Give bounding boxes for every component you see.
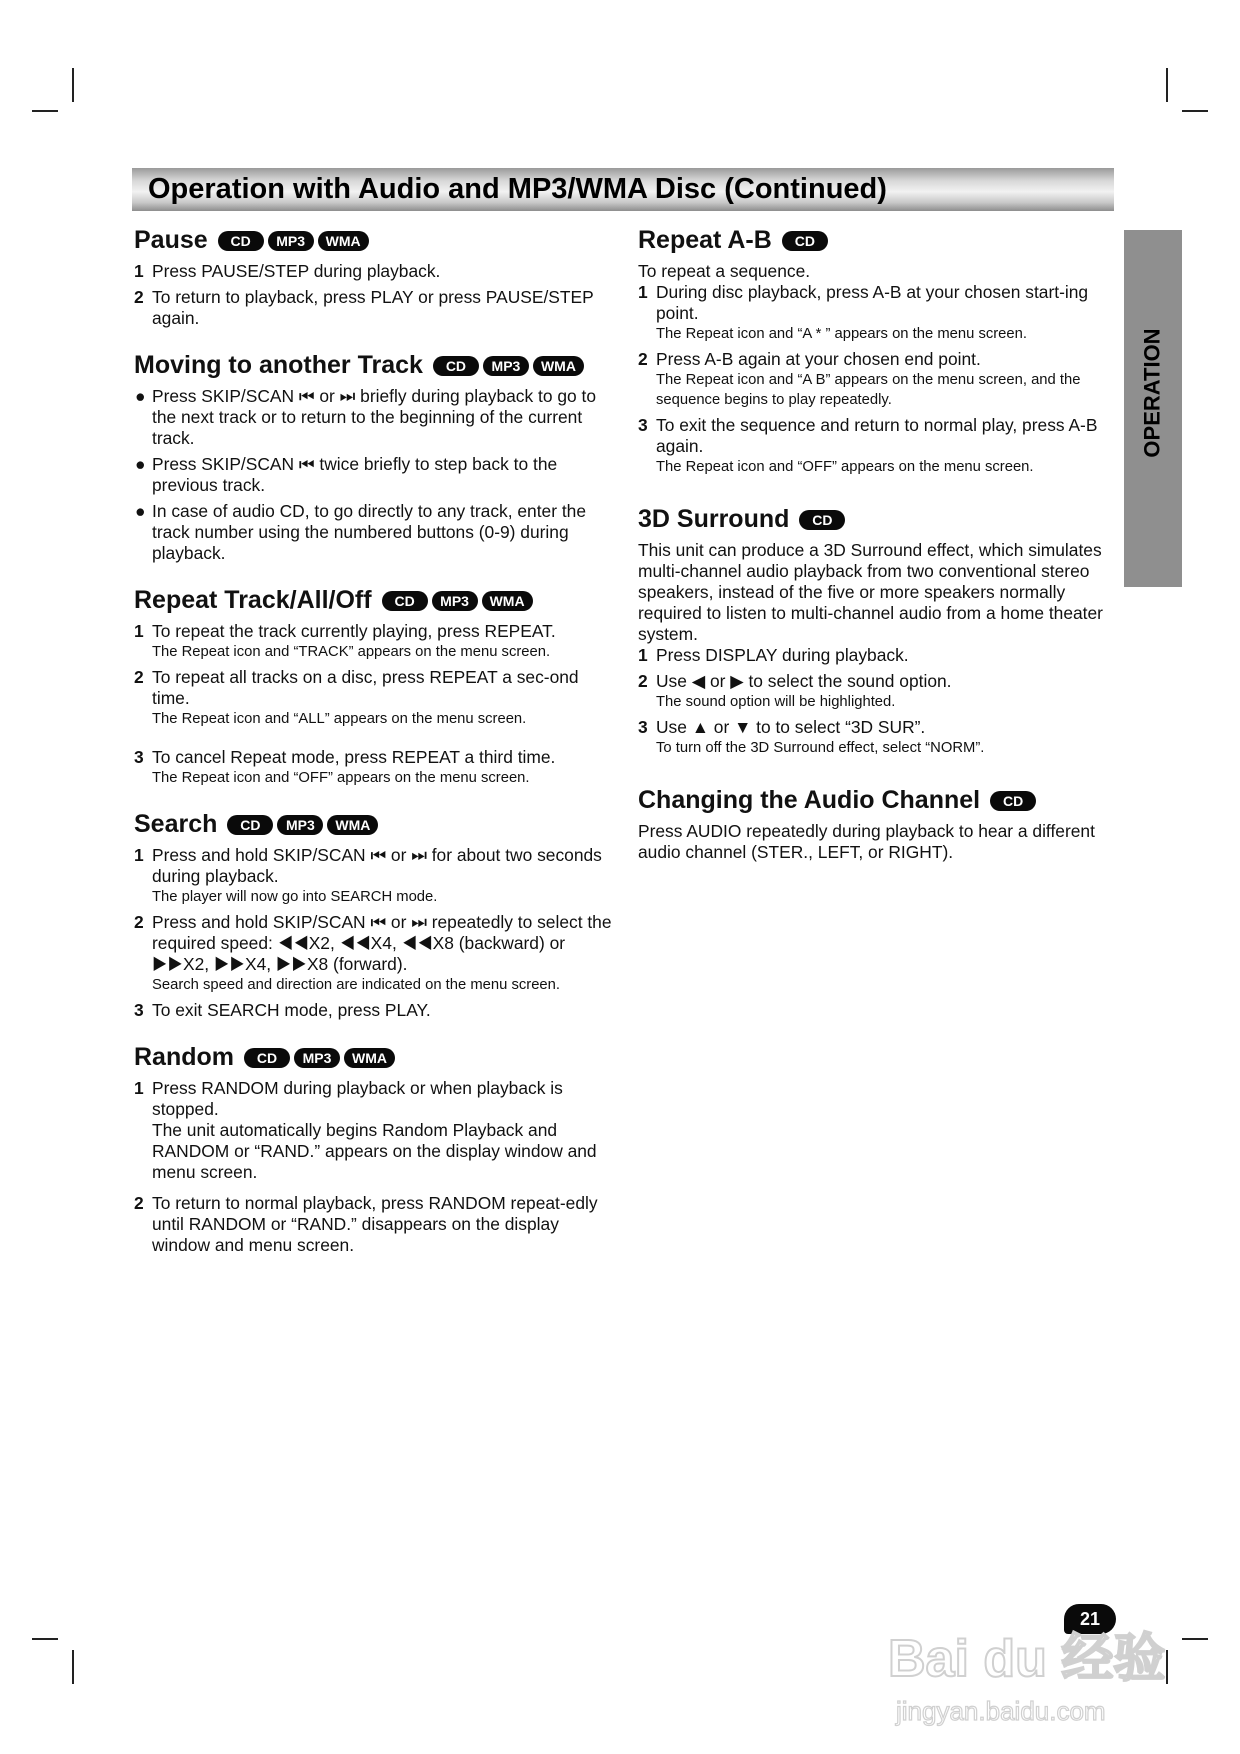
intro-text: This unit can produce a 3D Surround effect, which simulates multi-channel audio playback from two conventional stereo speakers, instead of the five or more speakers normally required to listen to multi-channel audio from a home theater system. [638,540,1103,644]
crop-mark [72,68,74,102]
step: 3 To cancel Repeat mode, press REPEAT a third time. The Repeat icon and “OFF” appears on the menu screen. [134,747,556,786]
page-title: Operation with Audio and MP3/WMA Disc (Continued) [148,173,887,205]
bullet-item: ● In case of audio CD, to go directly to any track, enter the track number using the numbered buttons (0-9) during playback. [135,501,587,563]
step: 1 To repeat the track currently playing, press REPEAT. The Repeat icon and “TRACK” appears on the menu screen. [134,621,556,660]
section-heading: Changing the Audio Channel [638,786,981,814]
section-heading: Pause [134,226,208,254]
3d-surround-section [638,505,1110,758]
cd-badge: CD [227,815,273,835]
step: 3 To exit the sequence and return to normal play, press A-B again. The Repeat icon and “OFF” appears on the menu screen. [638,415,1098,475]
step: 2 Press A-B again at your chosen end point. The Repeat icon and “A B” appears on the menu screen, and the sequence begins to play repeatedly. [638,349,1081,408]
section-heading: Moving to another Track [134,351,423,379]
wma-badge: WMA [327,815,378,835]
cd-badge: CD [990,791,1036,811]
section-heading: Random [134,1043,234,1071]
intro-text: Press AUDIO repeatedly during playback to hear a different audio channel (STER., LEFT, or RIGHT). [638,821,1095,862]
step: 2 To repeat all tracks on a disc, press REPEAT a sec-ond time. The Repeat icon and “ALL” appears on the menu screen. [134,667,579,727]
page-number: 21 [1064,1604,1116,1634]
random-section [134,1043,620,1256]
audio-channel-section [638,786,1110,863]
step: 2 To return to playback, press PLAY or press PAUSE/STEP again. [134,287,594,328]
crop-mark [32,1638,58,1640]
step: 1 Press RANDOM during playback or when playback is stopped. The unit automatically begins Random Playback and RANDOM or “RAND.” appears on the display window and menu screen. [134,1078,597,1182]
crop-mark [1166,68,1168,102]
repeat-ab-section [638,226,1110,477]
moving-track-section [134,351,620,564]
baidu-watermark [888,1620,1188,1735]
crop-mark [1182,110,1208,112]
wma-badge: WMA [344,1048,395,1068]
cd-badge: CD [244,1048,290,1068]
section-tab-label: OPERATION [1140,328,1165,458]
step: 1 Press PAUSE/STEP during playback. [134,261,441,281]
mp3-badge: MP3 [277,815,323,835]
mp3-badge: MP3 [483,356,529,376]
watermark-url: jingyan.baidu.com [896,1696,1106,1726]
step: 3 Use ▲ or ▼ to to select “3D SUR”. To turn off the 3D Surround effect, select “NORM”. [638,717,985,756]
step: 3 To exit SEARCH mode, press PLAY. [134,1000,431,1020]
section-heading: Search [134,810,218,838]
bullet-item: ● Press SKIP/SCAN ⏮ twice briefly to step back to the previous track. [135,454,558,495]
step: 1 Press and hold SKIP/SCAN ⏮ or ⏭ for about two seconds during playback. The player will now go into SEARCH mode. [134,845,602,905]
step: 2 To return to normal playback, press RANDOM repeat-edly until RANDOM or “RAND.” disappears on the display window and menu screen. [134,1193,598,1255]
mp3-badge: MP3 [294,1048,340,1068]
cd-badge: CD [782,231,828,251]
step: 1 During disc playback, press A-B at your chosen start-ing point. The Repeat icon and “A * ” appears on the menu screen. [638,282,1089,342]
step: 2 Use ◀ or ▶ to select the sound option. The sound option will be highlighted. [638,671,952,710]
section-tab [1124,230,1182,587]
cd-badge: CD [218,231,264,251]
crop-mark [72,1650,74,1684]
intro-text: To repeat a sequence. [638,261,811,281]
section-heading: Repeat Track/All/Off [134,586,372,614]
right-column [638,226,1110,885]
wma-badge: WMA [533,356,584,376]
section-heading: Repeat A-B [638,226,772,254]
wma-badge: WMA [318,231,369,251]
cd-badge: CD [382,591,428,611]
mp3-badge: MP3 [432,591,478,611]
watermark-logo-text: Bai du 经验 [888,1630,1166,1688]
pause-section [134,226,620,329]
cd-badge: CD [433,356,479,376]
wma-badge: WMA [482,591,533,611]
page-title-banner [132,168,1114,211]
step: 2 Press and hold SKIP/SCAN ⏮ or ⏭ repeatedly to select the required speed: ◀◀X2, ◀◀X4, ◀◀X8 (backward) or ▶▶X2, ▶▶X4, ▶▶X8 (forward). Search speed and direction are indicated on the menu screen. [134,912,612,993]
mp3-badge: MP3 [268,231,314,251]
bullet-item: ● Press SKIP/SCAN ⏮ or ⏭ briefly during playback to go to the next track or to return to the beginning of the current track. [135,386,597,448]
search-section [134,810,620,1021]
repeat-section [134,586,620,788]
crop-mark [32,110,58,112]
section-heading: 3D Surround [638,505,790,533]
step: 1 Press DISPLAY during playback. [638,645,909,665]
left-column [134,226,620,1278]
cd-badge: CD [799,510,845,530]
